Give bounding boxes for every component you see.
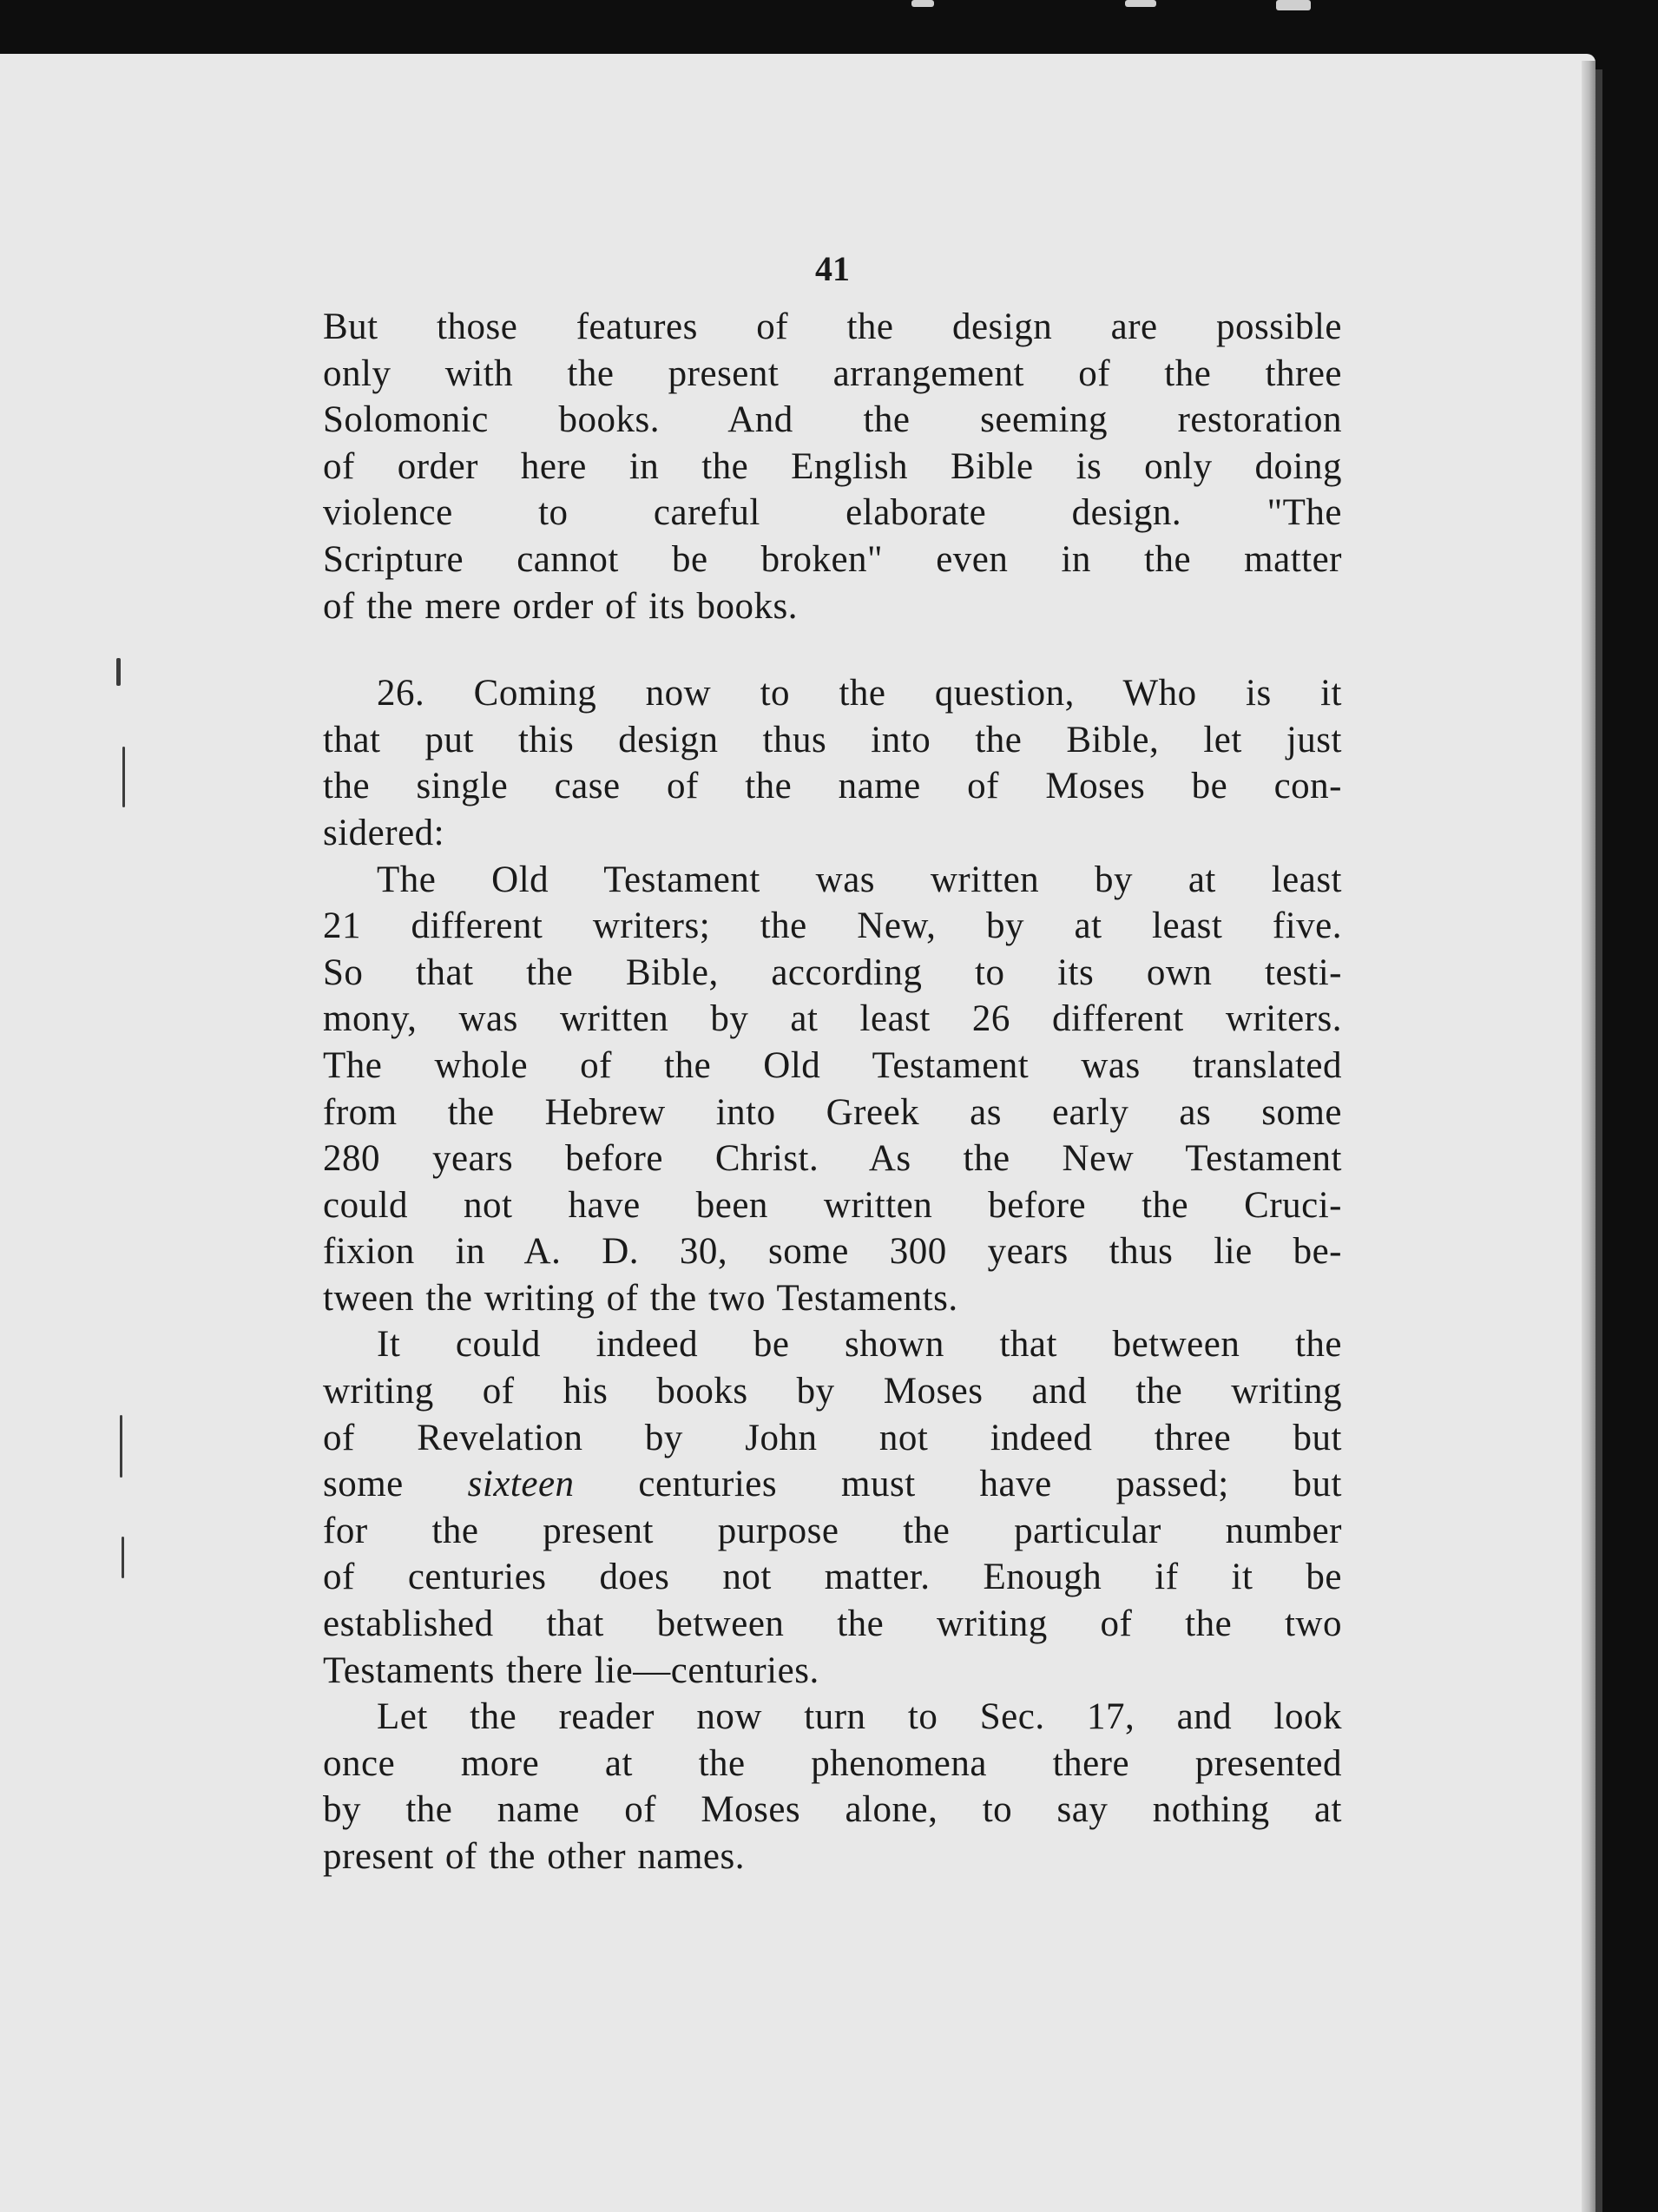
paragraph-5 [323,1694,1342,1880]
text-line: 21 different writers; the New, by at least five. [323,905,1342,947]
text-line: of the mere order of its books. [323,585,798,627]
emphasized-word: sixteen [467,1464,575,1505]
page-edge-shadow [1595,69,1602,2212]
text-line: tween the writing of the two Testaments. [323,1277,958,1319]
paragraph-3 [323,857,1342,1322]
text-line: the single case of the name of Moses be con- [323,766,1342,807]
text-line: once more at the phenomena there presented [323,1742,1342,1784]
text-line: from the Hebrew into Greek as early as some [323,1091,1342,1133]
text-line: violence to careful elaborate design. "The [323,492,1342,534]
text-line: But those features of the design are possible [323,306,1342,347]
text-line: So that the Bible, according to its own testi- [323,951,1342,993]
text-line: The Old Testament was written by at least [377,859,1342,900]
text-line: of Revelation by John not indeed three but [323,1417,1342,1458]
text-line: some sixteen centuries must have passed; but [323,1464,1342,1505]
text-line: writing of his books by Moses and the writing [323,1371,1342,1412]
paragraph-4 [323,1321,1342,1694]
text-line: established that between the writing of the two [323,1603,1342,1645]
text-line: It could indeed be shown that between the [377,1324,1342,1366]
paragraph-2 [323,670,1342,856]
margin-mark [116,658,121,686]
page-number: 41 [815,249,850,288]
text-line: for the present purpose the particular number [323,1510,1342,1551]
text-line: only with the present arrangement of the three [323,352,1342,394]
margin-mark [122,1537,124,1578]
margin-mark [122,747,125,807]
scan-speck [1276,0,1311,10]
text-line: present of the other names. [323,1836,745,1877]
text-line: fixion in A. D. 30, some 300 years thus lie be- [323,1231,1342,1273]
margin-mark [120,1415,122,1478]
page-text [323,234,1342,1880]
text-line: 26. Coming now to the question, Who is it [377,673,1342,714]
text-line: Scripture cannot be broken" even in the matter [323,538,1342,580]
text-line: The whole of the Old Testament was translated [323,1044,1342,1086]
text-line: that put this design thus into the Bible, let just [323,719,1342,760]
text-line: Solomonic books. And the seeming restoration [323,399,1342,441]
text-line: 280 years before Christ. As the New Testament [323,1138,1342,1180]
scan-speck [911,0,934,7]
text-line: Let the reader now turn to Sec. 17, and look [377,1696,1342,1738]
text-line: sidered: [323,812,445,853]
text-line: by the name of Moses alone, to say nothing at [323,1789,1342,1831]
text-line: Testaments there lie—centuries. [323,1649,819,1691]
scan-speck [1125,0,1156,7]
text-line: mony, was written by at least 26 different writers. [323,998,1342,1040]
page-edge [1582,61,1595,2212]
paragraph-1 [323,304,1342,629]
text-line: could not have been written before the Cruci- [323,1184,1342,1226]
text-line: of order here in the English Bible is only doing [323,445,1342,487]
text-line: of centuries does not matter. Enough if it be [323,1557,1342,1598]
